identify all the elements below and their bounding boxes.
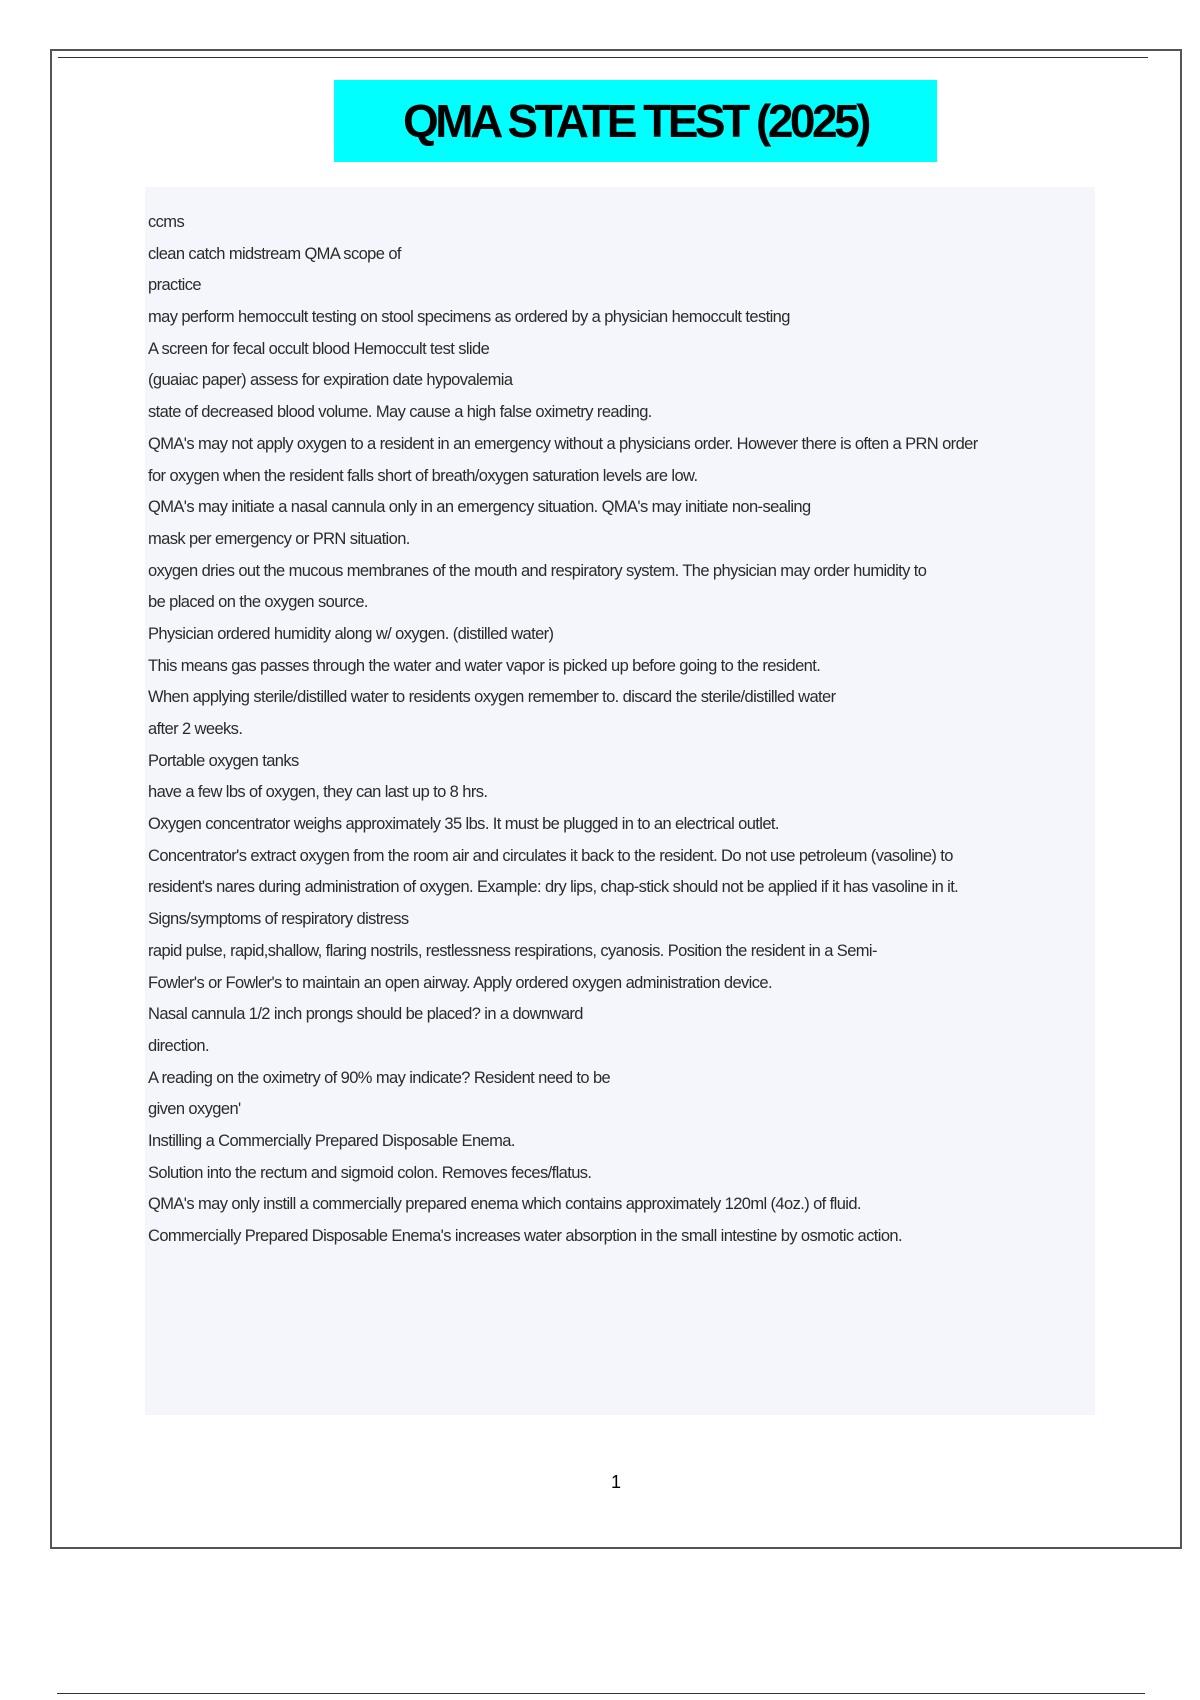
note-line: This means gas passes through the water and water vapor is picked up before going to the resident.	[148, 656, 821, 675]
notes-panel	[145, 187, 1095, 1415]
note-line: practice	[148, 276, 201, 295]
note-line: Physician ordered humidity along w/ oxygen. (distilled water)	[148, 624, 554, 643]
note-line: direction.	[148, 1036, 209, 1055]
note-line: QMA's may only instill a commercially prepared enema which contains approximately 120ml (4oz.) of fluid.	[148, 1195, 861, 1214]
note-line: state of decreased blood volume. May cause a high false oximetry reading.	[148, 403, 652, 422]
note-line: mask per emergency or PRN situation.	[148, 529, 410, 548]
note-line: Oxygen concentrator weighs approximately 35 lbs. It must be plugged in to an electrical outlet.	[148, 815, 779, 834]
notes-list	[148, 207, 1088, 1253]
note-line: QMA's may initiate a nasal cannula only in an emergency situation. QMA's may initiate non-sealing	[148, 498, 811, 517]
note-line: have a few lbs of oxygen, they can last up to 8 hrs.	[148, 783, 488, 802]
document-title: QMA STATE TEST (2025)	[403, 95, 868, 147]
note-line: Nasal cannula 1/2 inch prongs should be placed? in a downward	[148, 1005, 583, 1024]
note-line: resident's nares during administration of oxygen. Example: dry lips, chap-stick should not be applied if it has vasoline in it.	[148, 878, 959, 897]
bottom-divider	[57, 1693, 1145, 1694]
note-line: A screen for fecal occult blood Hemoccult test slide	[148, 339, 490, 358]
top-divider	[58, 57, 1148, 58]
page-number: 1	[610, 1472, 621, 1492]
note-line: for oxygen when the resident falls short of breath/oxygen saturation levels are low.	[148, 466, 698, 485]
note-line: Commercially Prepared Disposable Enema's increases water absorption in the small intestine by osmotic action.	[148, 1227, 902, 1245]
note-line: A reading on the oximetry of 90% may indicate? Resident need to be	[148, 1068, 611, 1087]
note-line: rapid pulse, rapid,shallow, flaring nostrils, restlessness respirations, cyanosis. Position the resident in a Semi-	[148, 941, 877, 960]
note-line: ccms	[148, 213, 185, 231]
note-line: after 2 weeks.	[148, 720, 243, 738]
note-line: Concentrator's extract oxygen from the room air and circulates it back to the resident. Do not use petroleum (vasoline) to	[148, 846, 953, 865]
title-highlight	[334, 80, 937, 162]
document-page	[50, 49, 1182, 1549]
note-line: Instilling a Commercially Prepared Disposable Enema.	[148, 1131, 515, 1150]
note-line: clean catch midstream QMA scope of	[148, 244, 401, 263]
note-line: When applying sterile/distilled water to residents oxygen remember to. discard the sterile/distilled water	[148, 688, 836, 707]
note-line: Solution into the rectum and sigmoid colon. Removes feces/flatus.	[148, 1163, 592, 1182]
note-line: QMA's may not apply oxygen to a resident in an emergency without a physicians order. However there is often a PRN order	[148, 434, 978, 453]
note-line: Portable oxygen tanks	[148, 751, 299, 770]
note-line: (guaiac paper) assess for expiration date hypovalemia	[148, 371, 513, 390]
note-line: Fowler's or Fowler's to maintain an open airway. Apply ordered oxygen administration device.	[148, 973, 772, 992]
note-line: may perform hemoccult testing on stool specimens as ordered by a physician hemoccult testing	[148, 308, 790, 327]
note-line: oxygen dries out the mucous membranes of the mouth and respiratory system. The physician may order humidity to	[148, 561, 927, 580]
note-line: be placed on the oxygen source.	[148, 593, 368, 612]
note-line: Signs/symptoms of respiratory distress	[148, 910, 409, 929]
note-line: given oxygen'	[148, 1100, 241, 1119]
